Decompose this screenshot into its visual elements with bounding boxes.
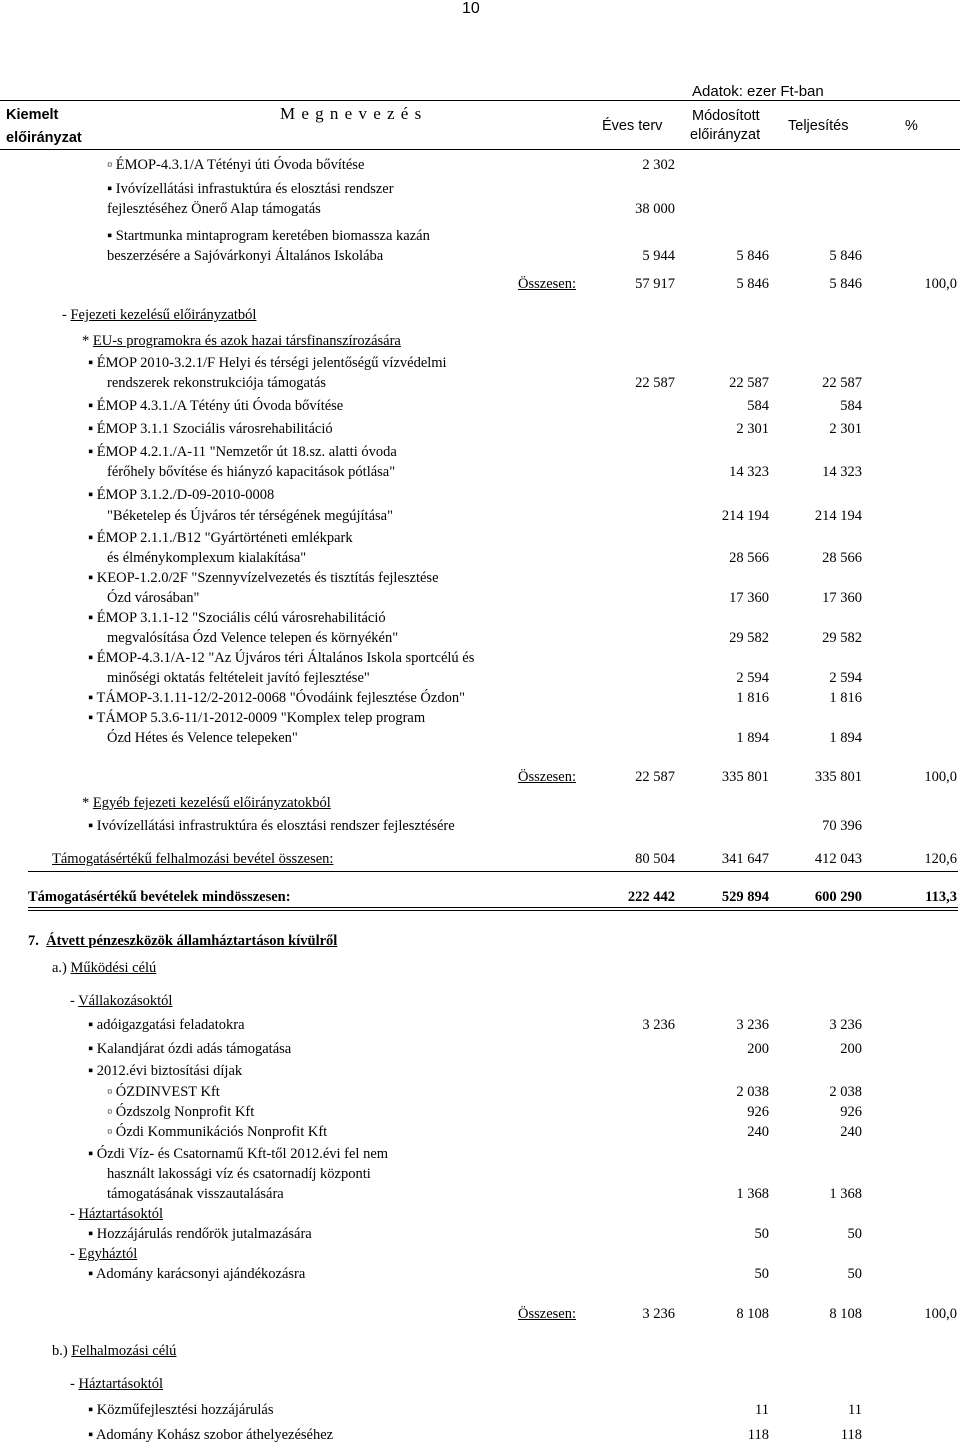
row-label: "Béketelep és Újváros tér térségének megújítása"	[107, 508, 394, 524]
cell-eves: 57 917	[635, 276, 675, 292]
row-label: ▪ TÁMOP 5.3.6-11/1-2012-0009 "Komplex telep program	[88, 710, 426, 726]
header-bottom-rule	[0, 149, 960, 150]
header-eves-terv: Éves terv	[602, 118, 663, 134]
cell-modositott: 22 587	[729, 375, 769, 391]
cell-teljesites: 8 108	[829, 1306, 862, 1322]
cell-teljesites: 70 396	[822, 818, 862, 834]
section-heading-text: Működési célú	[70, 960, 157, 976]
cell-eves: 22 587	[635, 375, 675, 391]
header-modositott-eloiranyzat: előirányzat	[690, 127, 761, 143]
section-heading: - Háztartásoktól	[70, 1206, 164, 1222]
cell-teljesites: 3 236	[829, 1017, 862, 1033]
cell-modositott: 2 594	[736, 670, 769, 686]
cell-modositott: 341 647	[721, 851, 769, 867]
cell-percent: 100,0	[924, 1306, 957, 1322]
section-heading-text: Egyéb fejezeti kezelésű előirányzatokból	[92, 795, 331, 811]
row-label: Ózd városában"	[107, 590, 200, 606]
row-label: minőségi oktatás feltételeit javító fejlesztése"	[107, 670, 370, 686]
row-label: ▪ KEOP-1.2.0/2F "Szennyvízelvezetés és tisztítás fejlesztése	[88, 570, 439, 586]
cell-teljesites: 5 846	[829, 248, 862, 264]
cell-modositott: 200	[747, 1041, 769, 1057]
cell-eves: 22 587	[635, 769, 675, 785]
section-heading-text: Háztartásoktól	[78, 1206, 164, 1222]
header-eloiranyzat: előirányzat	[6, 130, 82, 146]
cell-modositott: 118	[747, 1427, 769, 1443]
row-label: megvalósítása Ózd Velence telepen és környékén"	[107, 630, 399, 646]
page-number: 10	[462, 0, 480, 17]
section-heading: * EU-s programokra és azok hazai társfinanszírozására	[82, 333, 401, 349]
cell-modositott: 584	[747, 398, 769, 414]
cell-modositott: 11	[755, 1402, 769, 1418]
row-label: ▪ Startmunka mintaprogram keretében biomassza kazán	[107, 228, 430, 244]
cell-teljesites: 2 594	[829, 670, 862, 686]
cell-teljesites: 11	[848, 1402, 862, 1418]
row-label: ▪ Ivóvízellátási infrastruktúra és elosztási rendszer fejlesztésére	[88, 818, 455, 834]
cell-eves: 5 944	[642, 248, 675, 264]
row-label: ▪ Ózdi Víz- és Csatornamű Kft-től 2012.évi fel nem	[88, 1146, 389, 1162]
subtotal-label: Támogatásértékű felhalmozási bevétel összesen:	[52, 851, 334, 867]
subtotal-rule	[28, 871, 958, 872]
cell-percent: 113,3	[925, 889, 957, 905]
cell-modositott: 28 566	[729, 550, 769, 566]
cell-teljesites: 240	[840, 1124, 862, 1140]
cell-percent: 100,0	[924, 276, 957, 292]
row-label: ▫ ÓZDINVEST Kft	[107, 1084, 220, 1100]
cell-modositott: 240	[747, 1124, 769, 1140]
row-label: ▪ ÉMOP 3.1.1 Szociális városrehabilitáció	[88, 421, 333, 437]
row-label: ▫ Ózdszolg Nonprofit Kft	[107, 1104, 255, 1120]
cell-teljesites: 22 587	[822, 375, 862, 391]
cell-teljesites: 200	[840, 1041, 862, 1057]
section-heading: 7. Átvett pénzeszközök államháztartáson kívülről	[28, 933, 338, 949]
units-note: Adatok: ezer Ft-ban	[692, 83, 824, 100]
header-teljesites: Teljesítés	[788, 118, 849, 134]
cell-modositott: 5 846	[736, 248, 769, 264]
row-label: rendszerek rekonstrukciója támogatás	[107, 375, 327, 391]
row-label: ▪ Közműfejlesztési hozzájárulás	[88, 1402, 274, 1418]
cell-eves: 38 000	[635, 201, 675, 217]
header-top-rule	[0, 100, 960, 101]
row-label: ▪ ÉMOP 2.1.1./B12 "Gyártörténeti emlékpark	[88, 530, 353, 546]
cell-modositott: 926	[747, 1104, 769, 1120]
cell-teljesites: 17 360	[822, 590, 862, 606]
cell-teljesites: 600 290	[814, 889, 862, 905]
cell-eves: 2 302	[642, 157, 675, 173]
cell-modositott: 1 816	[736, 690, 769, 706]
row-label: ▪ Kalandjárat ózdi adás támogatása	[88, 1041, 292, 1057]
cell-teljesites: 214 194	[814, 508, 862, 524]
row-label: ▪ Ivóvízellátási infrastuktúra és elosztási rendszer	[107, 181, 394, 197]
cell-eves: 3 236	[642, 1306, 675, 1322]
cell-modositott: 3 236	[736, 1017, 769, 1033]
grand-total-rule-1	[28, 907, 958, 908]
cell-percent: 120,6	[924, 851, 957, 867]
row-label: férőhely bővítése és hiányzó kapacitások pótlása"	[107, 464, 396, 480]
cell-modositott: 1 894	[736, 730, 769, 746]
section-heading-text: Vállakozásoktól	[78, 993, 173, 1009]
row-label: ▪ TÁMOP-3.1.11-12/2-2012-0068 "Óvodáink fejlesztése Ózdon"	[88, 690, 465, 706]
cell-modositott: 5 846	[736, 276, 769, 292]
cell-teljesites: 50	[847, 1266, 862, 1282]
cell-modositott: 17 360	[729, 590, 769, 606]
cell-percent: 100,0	[924, 769, 957, 785]
section-heading-text: Háztartásoktól	[78, 1376, 164, 1392]
cell-modositott: 2 301	[736, 421, 769, 437]
cell-modositott: 14 323	[729, 464, 769, 480]
cell-teljesites: 584	[840, 398, 862, 414]
total-label: Összesen:	[518, 276, 576, 292]
header-kiemelt: Kiemelt	[6, 107, 59, 123]
section-heading: - Háztartásoktól	[70, 1376, 164, 1392]
cell-modositott: 529 894	[721, 889, 769, 905]
total-label: Összesen:	[518, 1306, 576, 1322]
cell-modositott: 50	[754, 1266, 769, 1282]
cell-teljesites: 335 801	[814, 769, 862, 785]
section-heading: * Egyéb fejezeti kezelésű előirányzatokból	[82, 795, 331, 811]
cell-teljesites: 29 582	[822, 630, 862, 646]
section-heading-text: Átvett pénzeszközök államháztartáson kívülről	[46, 933, 338, 949]
row-label: ▪ adóigazgatási feladatokra	[88, 1017, 245, 1033]
cell-teljesites: 1 368	[829, 1186, 862, 1202]
row-label: ▪ ÉMOP 4.2.1./A-11 "Nemzetőr út 18.sz. alatti óvoda	[88, 444, 397, 460]
cell-teljesites: 2 038	[829, 1084, 862, 1100]
section-heading-text: Felhalmozási célú	[71, 1343, 177, 1359]
section-heading: - Vállakozásoktól	[70, 993, 173, 1009]
row-label: ▪ ÉMOP 2010-3.2.1/F Helyi és térségi jelentőségű vízvédelmi	[88, 355, 447, 371]
cell-teljesites: 926	[840, 1104, 862, 1120]
cell-teljesites: 28 566	[822, 550, 862, 566]
cell-eves: 3 236	[642, 1017, 675, 1033]
cell-modositott: 50	[754, 1226, 769, 1242]
row-label: ▫ Ózdi Kommunikációs Nonprofit Kft	[107, 1124, 328, 1140]
cell-modositott: 8 108	[736, 1306, 769, 1322]
section-heading-text: Egyháztól	[78, 1246, 138, 1262]
row-label: ▪ ÉMOP 4.3.1./A Tétény úti Óvoda bővítése	[88, 398, 344, 414]
grand-total-label: Támogatásértékű bevételek mindösszesen:	[28, 889, 291, 905]
section-heading: b.) Felhalmozási célú	[52, 1343, 177, 1359]
header-percent: %	[905, 118, 918, 134]
section-heading-text: EU-s programokra és azok hazai társfinanszírozására	[92, 333, 401, 349]
header-megnevezes: M e g n e v e z é s	[280, 104, 423, 123]
row-label: ▪ 2012.évi biztosítási díjak	[88, 1063, 243, 1079]
cell-eves: 80 504	[635, 851, 675, 867]
cell-teljesites: 1 894	[829, 730, 862, 746]
cell-teljesites: 118	[840, 1427, 862, 1443]
section-heading-text: Fejezeti kezelésű előirányzatból	[70, 307, 257, 323]
header-modositott: Módosított	[692, 108, 760, 124]
row-label: és élménykomplexum kialakítása"	[107, 550, 307, 566]
cell-modositott: 335 801	[721, 769, 769, 785]
cell-teljesites: 1 816	[829, 690, 862, 706]
row-label: ▪ Adomány karácsonyi ajándékozásra	[88, 1266, 306, 1282]
cell-teljesites: 5 846	[829, 276, 862, 292]
row-label: ▪ ÉMOP 3.1.1-12 "Szociális célú városrehabilitáció	[88, 610, 386, 626]
row-label: Ózd Hétes és Velence telepeken"	[107, 730, 298, 746]
cell-teljesites: 2 301	[829, 421, 862, 437]
section-heading: - Fejezeti kezelésű előirányzatból	[62, 307, 257, 323]
cell-eves: 222 442	[627, 889, 675, 905]
cell-teljesites: 14 323	[822, 464, 862, 480]
row-label: ▪ Hozzájárulás rendőrök jutalmazására	[88, 1226, 312, 1242]
row-label: használt lakossági víz és csatornadíj központi	[107, 1166, 371, 1182]
row-label: fejlesztéséhez Önerő Alap támogatás	[107, 201, 321, 217]
row-label: ▪ ÉMOP 3.1.2./D-09-2010-0008	[88, 487, 275, 503]
row-label: ▪ Adomány Kohász szobor áthelyezéséhez	[88, 1427, 334, 1443]
cell-modositott: 29 582	[729, 630, 769, 646]
cell-teljesites: 412 043	[814, 851, 862, 867]
row-label: támogatásának visszautalására	[107, 1186, 284, 1202]
section-heading: a.) Működési célú	[52, 960, 157, 976]
cell-modositott: 1 368	[736, 1186, 769, 1202]
grand-total-rule-2	[28, 910, 958, 911]
cell-modositott: 214 194	[721, 508, 769, 524]
total-label: Összesen:	[518, 769, 576, 785]
row-label: ▪ ÉMOP-4.3.1/A-12 "Az Újváros téri Általános Iskola sportcélú és	[88, 650, 475, 666]
cell-modositott: 2 038	[736, 1084, 769, 1100]
row-label: ▫ ÉMOP-4.3.1/A Tétényi úti Óvoda bővítése	[107, 157, 365, 173]
cell-teljesites: 50	[847, 1226, 862, 1242]
section-heading: - Egyháztól	[70, 1246, 138, 1262]
row-label: beszerzésére a Sajóvárkonyi Általános Iskolába	[107, 248, 384, 264]
